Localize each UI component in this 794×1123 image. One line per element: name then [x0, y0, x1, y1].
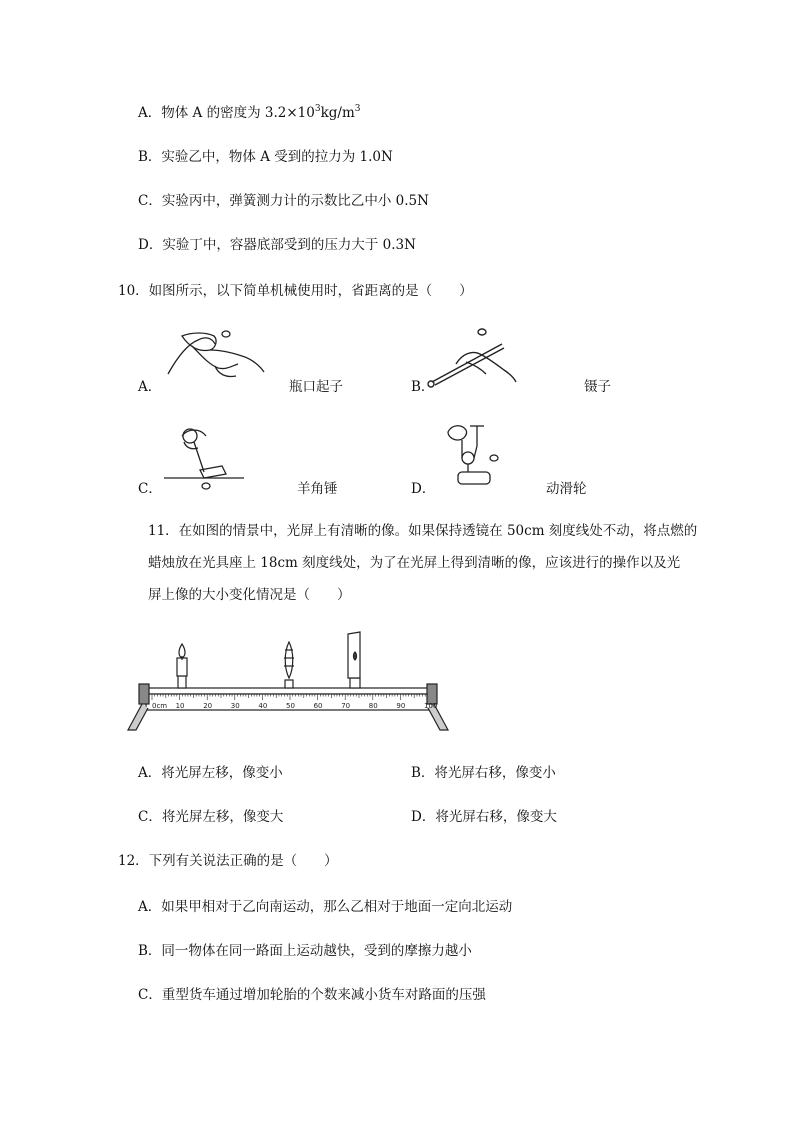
q9-option-a-exponent: 3	[314, 104, 321, 114]
q12-option-c: C．重型货车通过增加轮胎的个数来减小货车对路面的压强	[138, 987, 486, 1003]
q11-option-a: A．将光屏左移，像变小	[138, 765, 283, 781]
bench-tick-label: 30	[230, 702, 240, 710]
bench-tick-label: 60	[313, 702, 323, 710]
q9-option-a-text: A．物体 A 的密度为 3.2×10	[138, 105, 315, 121]
q10-option-b-label: 镊子	[584, 379, 611, 395]
q10-stem: 10．如图所示，以下简单机械使用时，省距离的是（ ）	[118, 283, 473, 299]
q11-stem-line1: 11．在如图的情景中，光屏上有清晰的像。如果保持透镜在 50cm 刻度线处不动，将点燃的	[148, 523, 698, 539]
q10-option-b-letter: B．	[411, 379, 435, 395]
q11-option-d: D．将光屏右移，像变大	[411, 809, 557, 825]
q12-stem: 12．下列有关说法正确的是（ ）	[118, 853, 338, 869]
q9-option-c: C．实验丙中，弹簧测力计的示数比乙中小 0.5N	[138, 193, 429, 209]
q11-option-c: C．将光屏左移，像变大	[138, 809, 284, 825]
bench-tick-label: 90	[396, 702, 406, 710]
q11-option-b: B．将光屏右移，像变小	[411, 765, 556, 781]
q9-option-a	[138, 104, 360, 122]
bench-tick-label: 50	[286, 702, 295, 710]
q11-stem-line2: 蜡烛放在光具座上 18cm 刻度线处，为了在光屏上得到清晰的像，应该进行的操作以及光	[148, 555, 681, 571]
movable-pulley-figure	[440, 418, 506, 494]
q10-option-c-label: 羊角锤	[297, 481, 338, 497]
bottle-opener-figure	[160, 326, 270, 388]
q9-option-a-unit-exponent: 3	[354, 104, 361, 114]
q10-option-d-label: 动滑轮	[546, 481, 587, 497]
q12-option-b: B．同一物体在同一路面上运动越快，受到的摩擦力越小	[138, 943, 472, 959]
q10-option-d-letter: D．	[411, 481, 436, 497]
bench-tick-label: 20	[203, 702, 213, 710]
bench-tick-label: 100	[424, 702, 438, 710]
bench-tick-label: 40	[258, 702, 268, 710]
q11-stem-line3: 屏上像的大小变化情况是（ ）	[148, 587, 351, 603]
q12-option-a: A．如果甲相对于乙向南运动，那么乙相对于地面一定向北运动	[138, 899, 513, 915]
q10-option-a-label: 瓶口起子	[289, 379, 343, 395]
tweezers-figure	[426, 324, 522, 390]
q10-option-c-letter: C．	[138, 481, 162, 497]
optical-bench-figure	[122, 628, 452, 734]
q9-option-b: B．实验乙中，物体 A 受到的拉力为 1.0N	[138, 149, 393, 165]
q10-option-a-letter: A．	[138, 379, 162, 395]
claw-hammer-figure	[160, 424, 246, 494]
q9-option-d: D．实验丁中，容器底部受到的压力大于 0.3N	[138, 237, 416, 253]
bench-tick-label: 0cm	[152, 702, 168, 710]
bench-tick-label: 80	[368, 702, 378, 710]
q9-option-a-unit: kg/m	[320, 105, 355, 121]
bench-tick-label: 10	[175, 702, 185, 710]
bench-tick-label: 70	[341, 702, 351, 710]
